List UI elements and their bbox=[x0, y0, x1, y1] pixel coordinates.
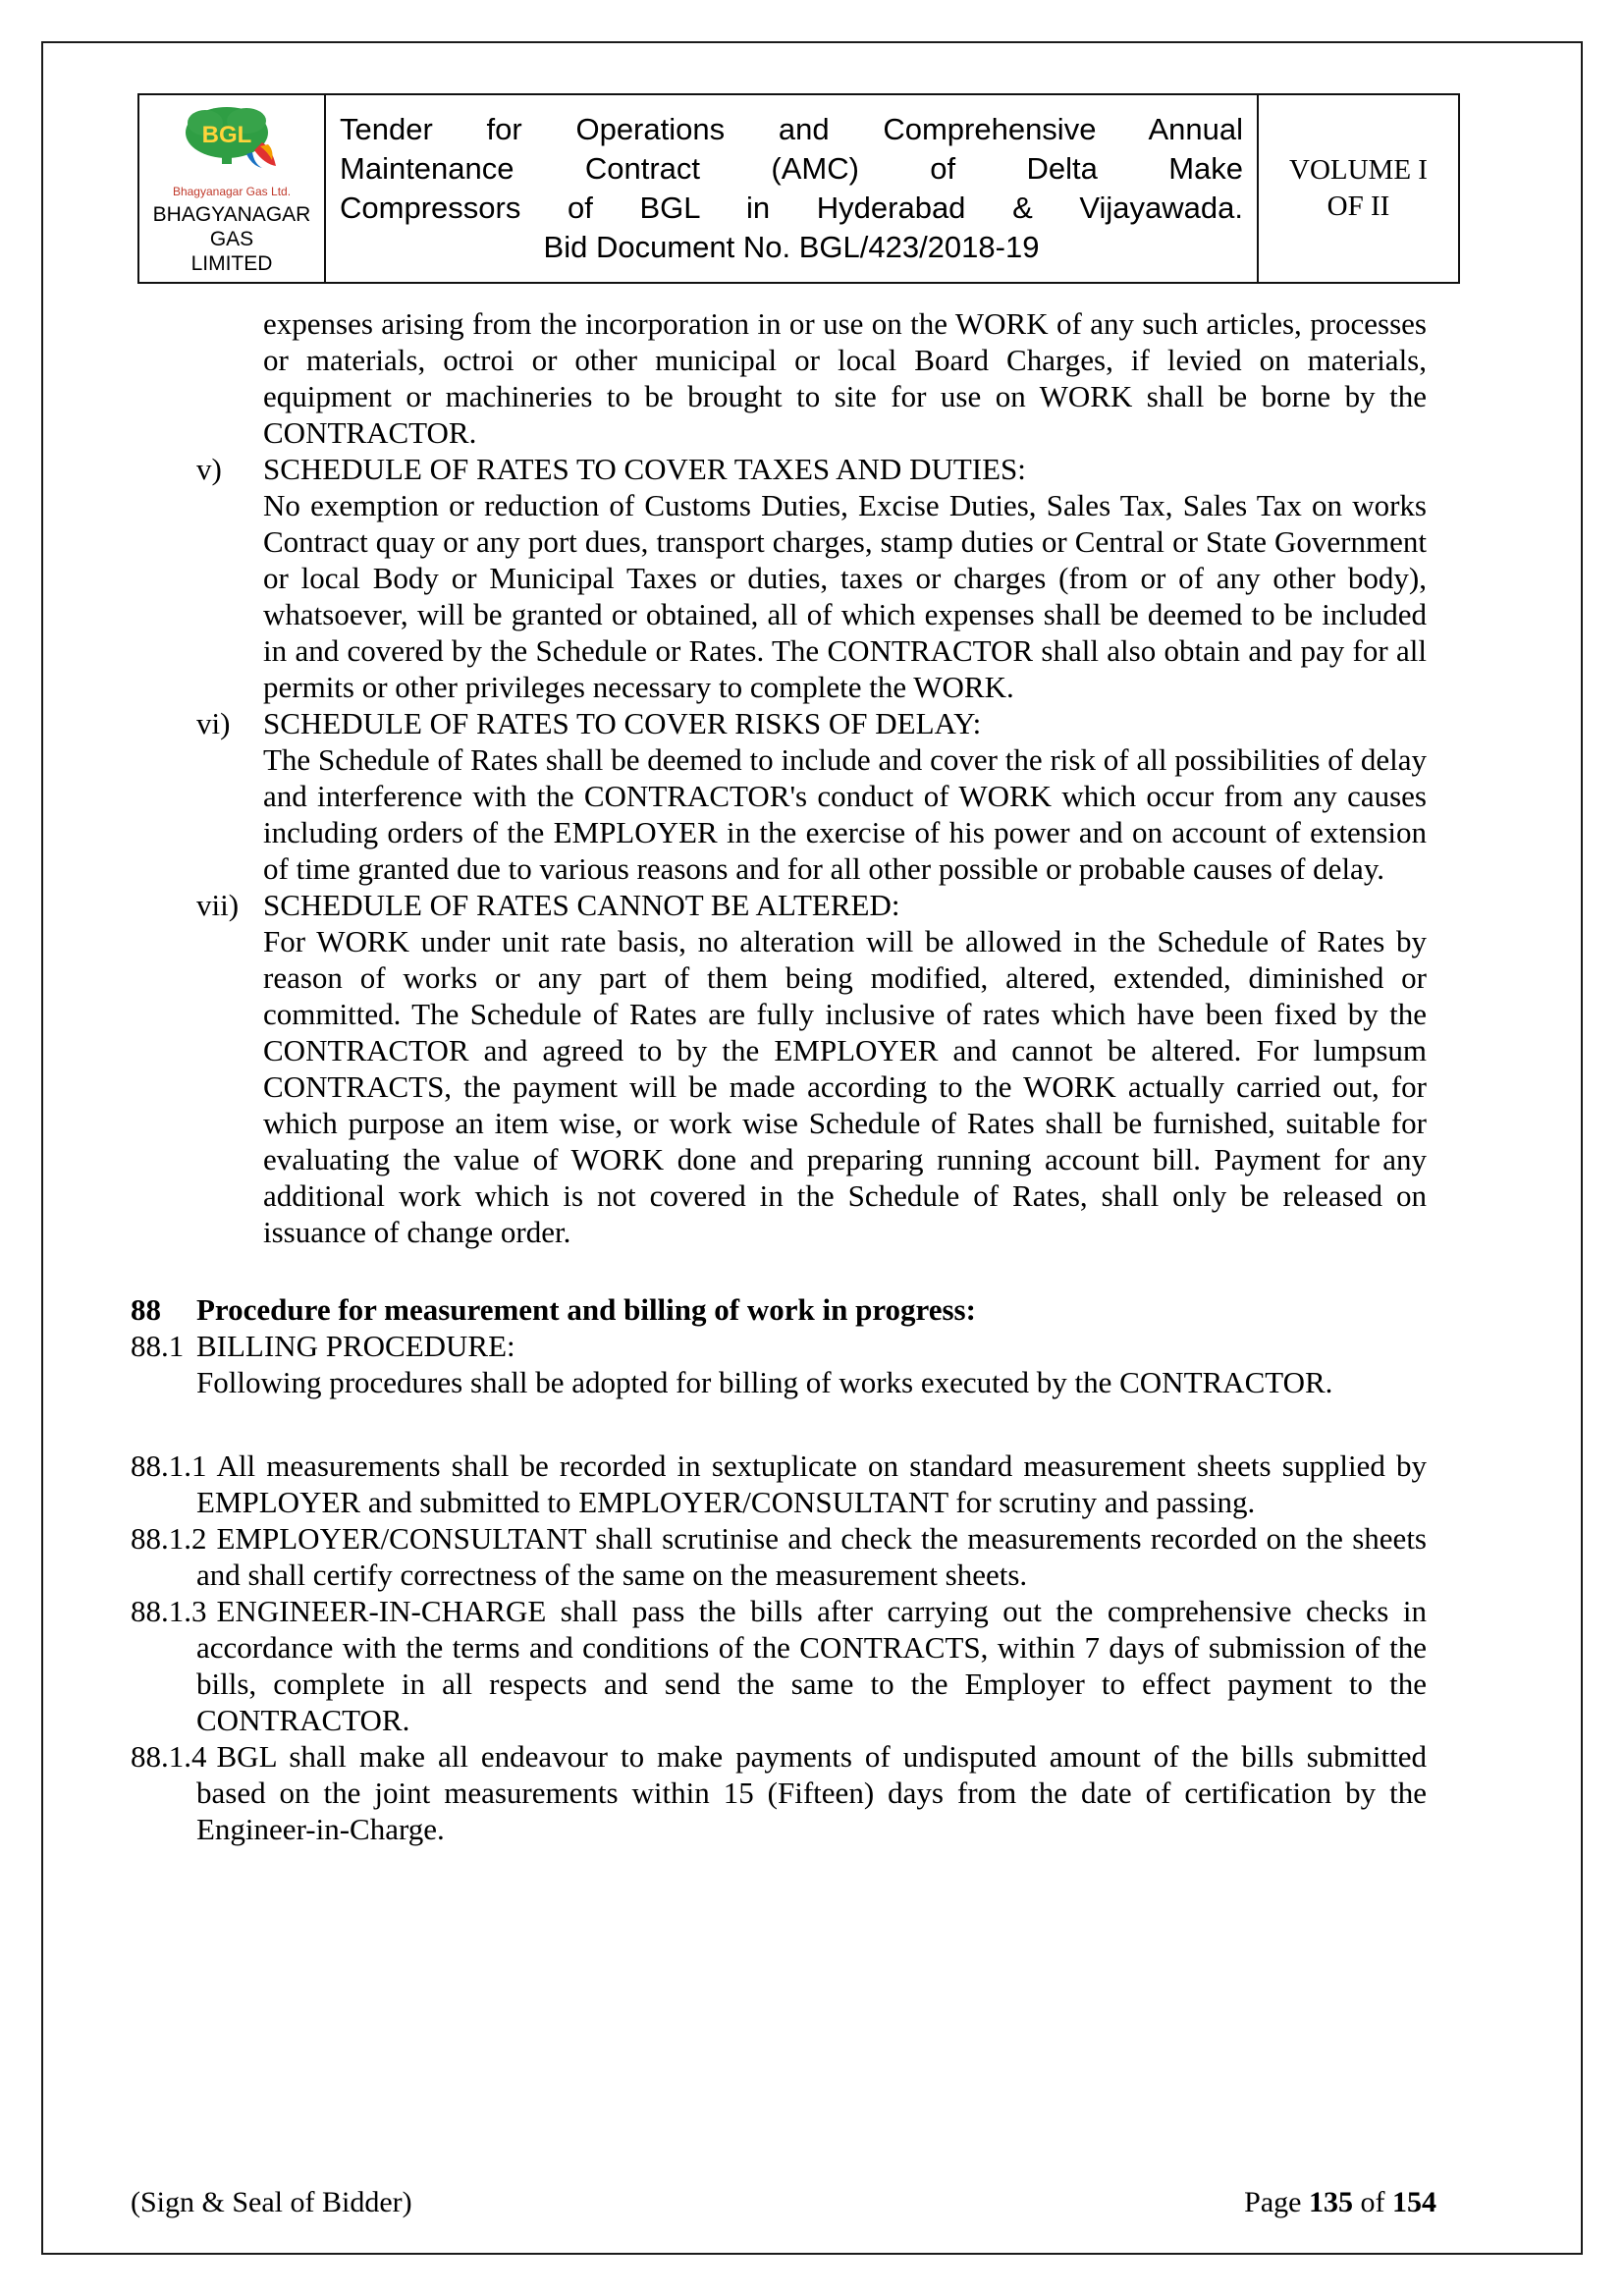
list-item-text: No exemption or reduction of Customs Duties, Excise Duties, Sales Tax, Sales Tax on works Contract quay or any port dues, transport charges, stamp duties or Central or State Government or local Body or Municipal Taxes or duties, taxes or charges (from or of any other body), whatsoever, will be granted or obtained, all of which expenses shall be deemed to be included in and covered by the Schedule or Rates. The CONTRACTOR shall also obtain and pay for all permits or other privileges necessary to complete the WORK. bbox=[263, 488, 1427, 704]
subsection-text: Following procedures shall be adopted for billing of works executed by the CONTRACTOR. bbox=[196, 1365, 1333, 1399]
list-item-number: v) bbox=[196, 452, 222, 486]
clause-88-1-1 bbox=[131, 1448, 1427, 1520]
title-cell bbox=[325, 94, 1258, 283]
subsection-number: 88.1 bbox=[131, 1329, 185, 1363]
intro-paragraph: expenses arising from the incorporation in or use on the WORK of any such articles, processes or materials, octroi or other municipal or local Board Charges, if levied on materials, equipment or machineries to be brought to site for use on WORK shall be borne by the CONTRACTOR. bbox=[263, 306, 1427, 450]
header-table bbox=[137, 93, 1460, 284]
clause-88-1-2 bbox=[131, 1520, 1427, 1593]
page-indicator bbox=[1244, 2186, 1436, 2219]
list-item-title: SCHEDULE OF RATES TO COVER RISKS OF DELAY: bbox=[263, 706, 982, 740]
clause-text: BGL shall make all endeavour to make payments of undisputed amount of the bills submitted based on the joint measurements within 15 (Fifteen) days from the date of certification by the Engineer-in-Charge. bbox=[196, 1739, 1427, 1846]
sign-seal-label: (Sign & Seal of Bidder) bbox=[131, 2186, 412, 2218]
list-item-heading bbox=[131, 451, 1456, 487]
org-name-line2: LIMITED bbox=[190, 252, 273, 275]
document-body bbox=[131, 305, 1456, 1847]
svg-text:BGL: BGL bbox=[201, 122, 252, 148]
page-separator: of bbox=[1360, 2186, 1385, 2218]
tender-title-line: Maintenance Contract (AMC) of Delta Make bbox=[340, 151, 1243, 186]
page-content bbox=[131, 0, 1456, 1847]
clause-88-1-4 bbox=[131, 1738, 1427, 1847]
org-name-line1: BHAGYANAGAR GAS bbox=[152, 203, 311, 250]
list-item-title: SCHEDULE OF RATES TO COVER TAXES AND DUTIES: bbox=[263, 452, 1026, 486]
page-total: 154 bbox=[1392, 2186, 1436, 2218]
clause-number: 88.1.1 bbox=[131, 1449, 207, 1483]
tender-title-line: Tender for Operations and Comprehensive Annual bbox=[340, 112, 1243, 146]
volume-line1: VOLUME I bbox=[1289, 154, 1428, 186]
section-number: 88 bbox=[131, 1292, 161, 1327]
page-current: 135 bbox=[1309, 2186, 1353, 2218]
subsection-title: BILLING PROCEDURE: bbox=[196, 1329, 515, 1363]
subsection-88-1-heading bbox=[131, 1328, 1456, 1364]
clause-number: 88.1.2 bbox=[131, 1521, 207, 1556]
org-name bbox=[143, 202, 320, 276]
list-item-vi bbox=[131, 705, 1456, 887]
list-item-heading bbox=[131, 887, 1456, 923]
section-88-heading bbox=[131, 1291, 1456, 1328]
list-item-number: vii) bbox=[196, 888, 240, 922]
logo-caption: Bhagyanagar Gas Ltd. bbox=[172, 185, 292, 198]
volume-line2: OF II bbox=[1326, 191, 1390, 222]
list-item-text: The Schedule of Rates shall be deemed to include and cover the risk of all possibilities of delay and interference with the CONTRACTOR's conduct of WORK which occur from any causes including orders of the EMPLOYER in the exercise of his power and on account of extension of time granted due to various reasons and for all other possible or probable causes of delay. bbox=[263, 742, 1427, 886]
clause-number: 88.1.3 bbox=[131, 1594, 207, 1628]
section-title: Procedure for measurement and billing of work in progress: bbox=[196, 1292, 976, 1327]
clause-text: ENGINEER-IN-CHARGE shall pass the bills after carrying out the comprehensive checks in accordance with the terms and conditions of the CONTRACTS, within 7 days of submission of the bills, complete in all respects and send the same to the Employer to effect payment to the CONTRACTOR. bbox=[196, 1594, 1427, 1737]
list-item-vii bbox=[131, 887, 1456, 1250]
clause-list bbox=[131, 1448, 1456, 1847]
bid-document-number: Bid Document No. BGL/423/2018-19 bbox=[543, 230, 1040, 264]
clause-text: All measurements shall be recorded in sextuplicate on standard measurement sheets supplied by EMPLOYER and submitted to EMPLOYER/CONSULTANT for scrutiny and passing. bbox=[196, 1449, 1427, 1519]
list-item-heading bbox=[131, 705, 1456, 741]
clause-88-1-3 bbox=[131, 1593, 1427, 1738]
list-item-title: SCHEDULE OF RATES CANNOT BE ALTERED: bbox=[263, 888, 900, 922]
list-item-text: For WORK under unit rate basis, no alteration will be allowed in the Schedule of Rates by reason of works or any part of them being modified, altered, extended, diminished or committed. The Schedule of Rates are fully inclusive of rates which have been fixed by the CONTRACTOR and agreed to by the EMPLOYER and cannot be altered. For lumpsum CONTRACTS, the payment will be made according to the WORK actually carried out, for which purpose an item wise, or work wise Schedule of Rates shall be furnished, suitable for evaluating the value of WORK done and preparing running account bill. Payment for any additional work which is not covered in the Schedule of Rates, shall only be released on issuance of change order. bbox=[263, 924, 1427, 1249]
page-footer bbox=[131, 2186, 1436, 2219]
page-label: Page bbox=[1244, 2186, 1302, 2218]
volume-cell bbox=[1258, 94, 1459, 283]
clause-number: 88.1.4 bbox=[131, 1739, 207, 1774]
tender-title-line: Compressors of BGL in Hyderabad & Vijayawada. bbox=[340, 191, 1243, 225]
logo-cell bbox=[138, 94, 325, 283]
list-item-v bbox=[131, 451, 1456, 705]
clause-text: EMPLOYER/CONSULTANT shall scrutinise and check the measurements recorded on the sheets and shall certify correctness of the same on the measurement sheets. bbox=[196, 1521, 1427, 1592]
list-item-number: vi) bbox=[196, 706, 231, 740]
bgl-logo-icon bbox=[178, 103, 286, 180]
